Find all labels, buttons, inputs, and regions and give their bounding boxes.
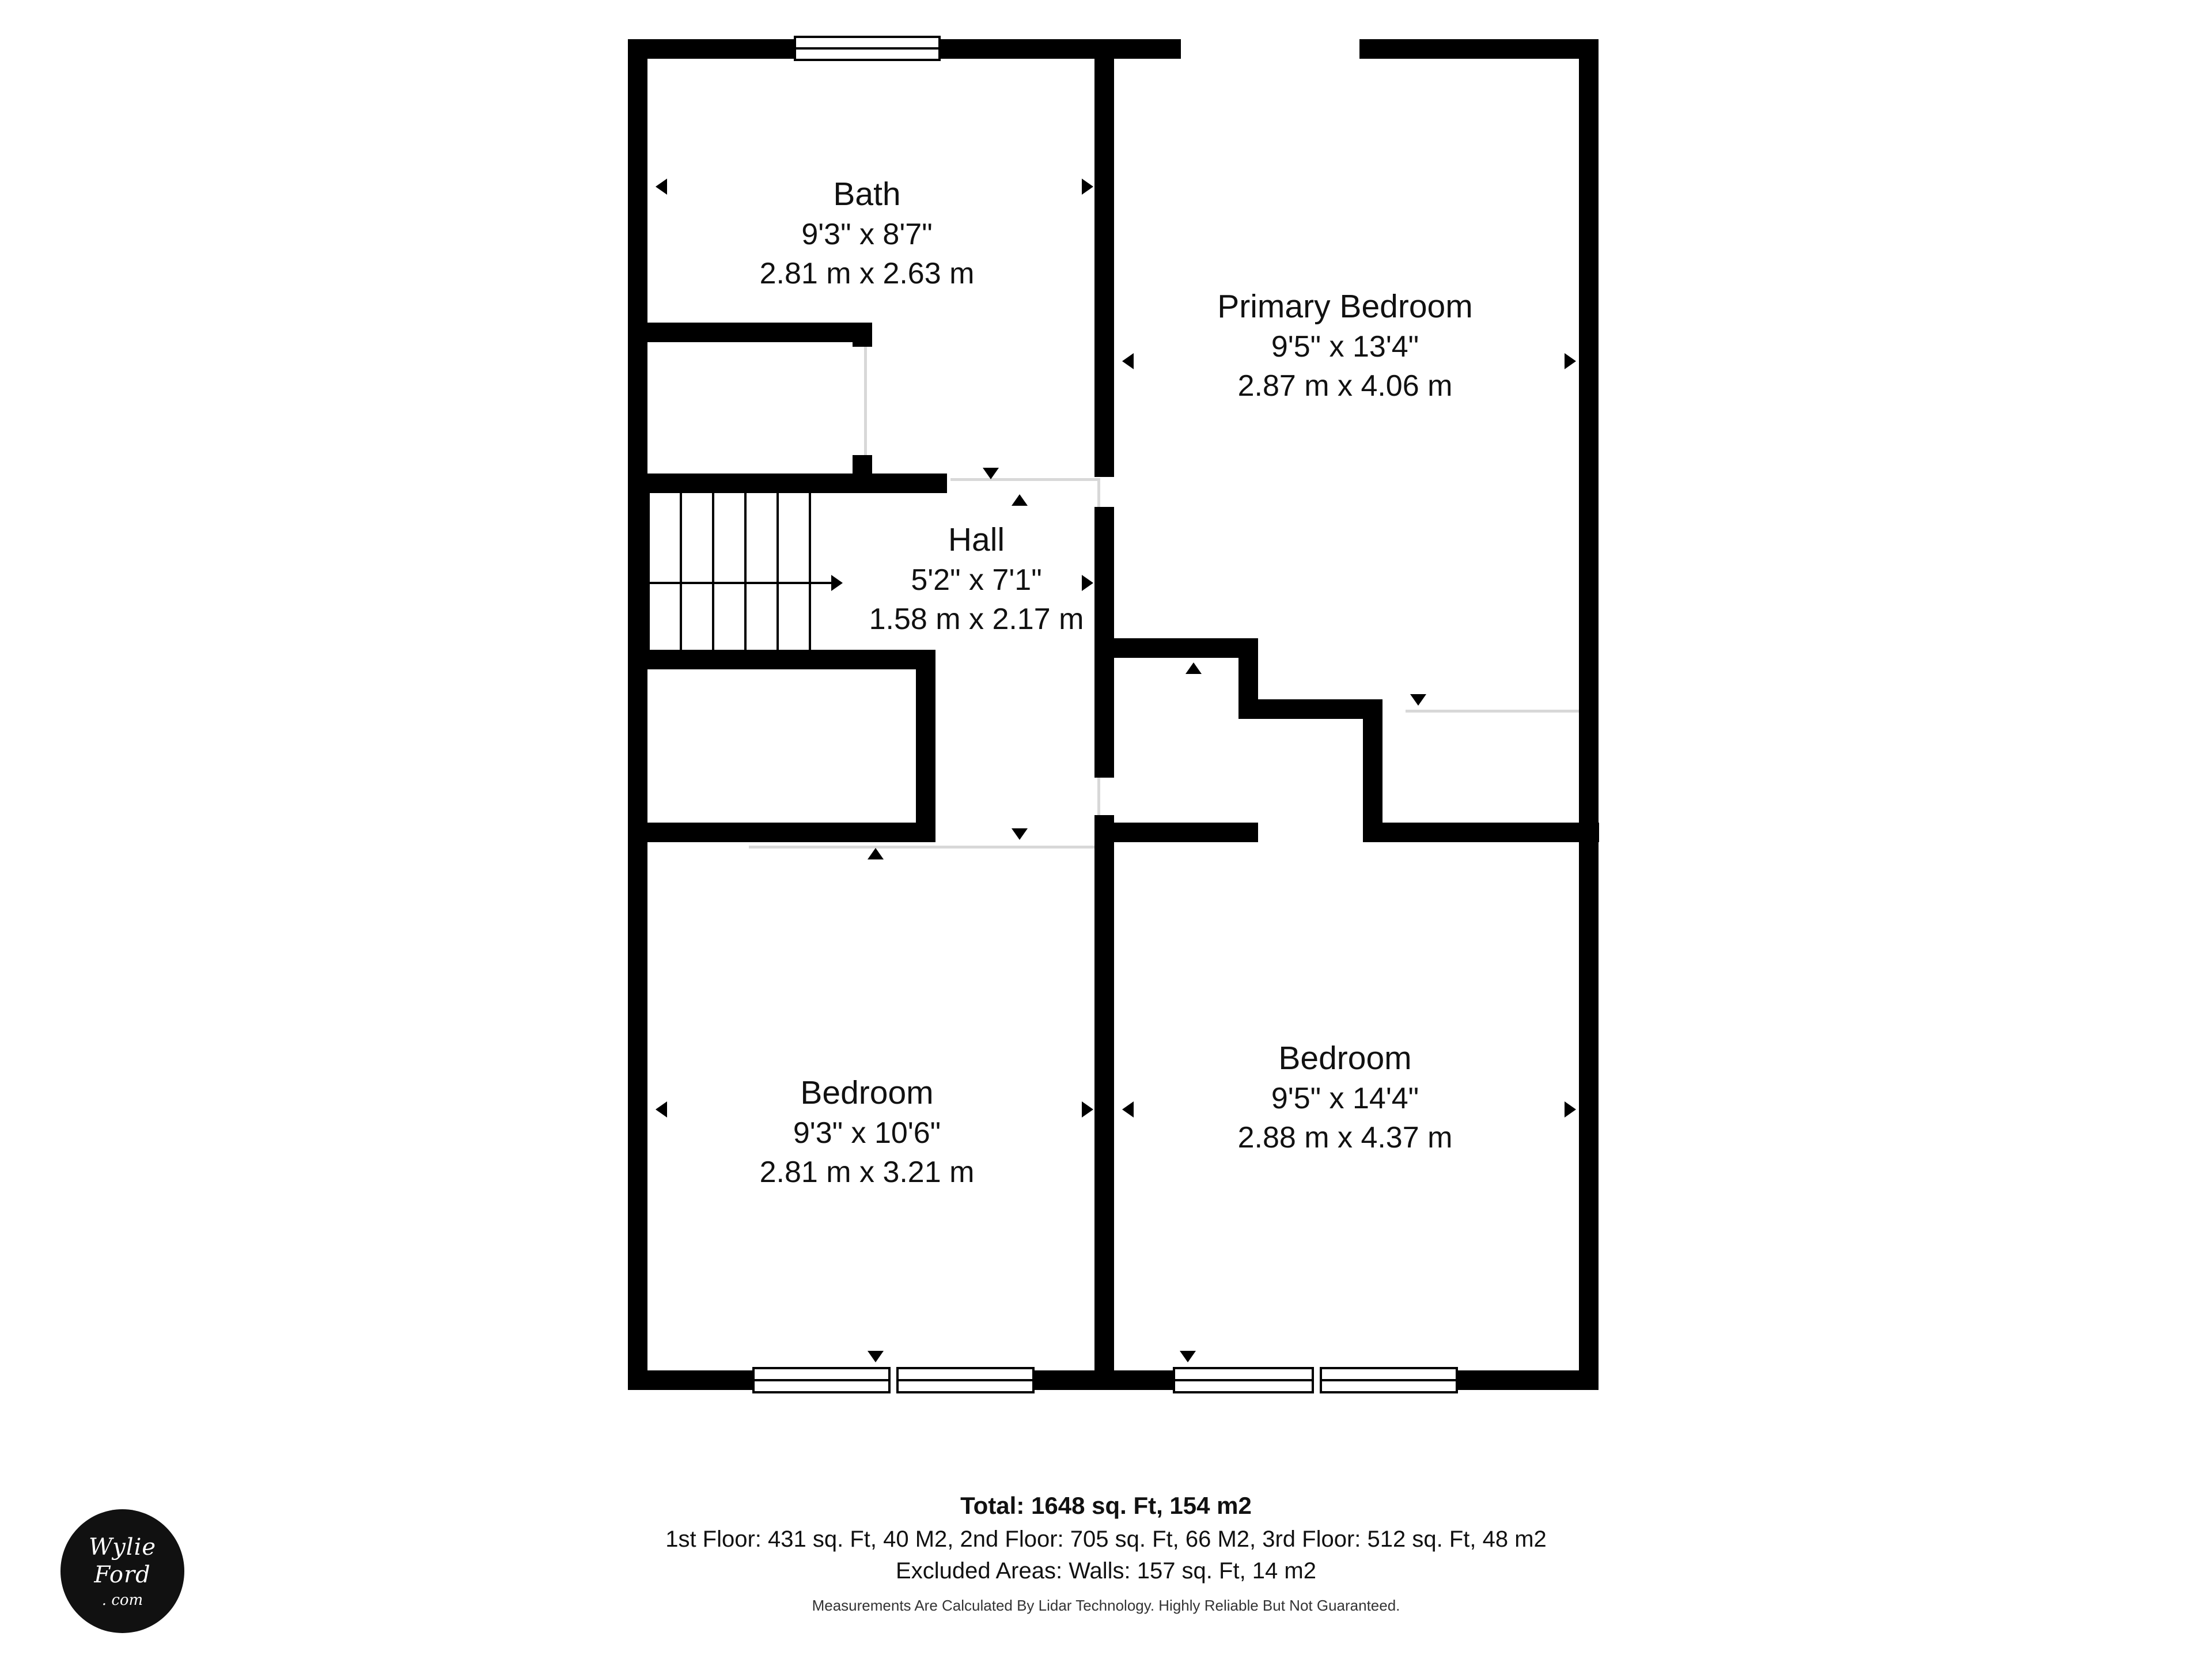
exterior-wall-left (628, 39, 647, 1390)
interior-wall-hall-bottom (647, 650, 935, 669)
footer-floor-breakdown: 1st Floor: 431 sq. Ft, 40 M2, 2nd Floor: 705 sq. Ft, 66 M2, 3rd Floor: 512 sq. Ft, 48 m2 (665, 1527, 1547, 1552)
interior-wall-bath-bottom (647, 323, 872, 342)
room-dim-m-hall: 1.58 m x 2.17 m (869, 602, 1084, 636)
interior-wall-bath-right (853, 323, 872, 347)
room-label-hall (830, 518, 1123, 639)
room-name-bath: Bath (833, 176, 901, 213)
exterior-wall-top-mid (939, 39, 1181, 59)
window-bar (794, 47, 941, 50)
interior-wall-bedroom-left-right (916, 669, 935, 842)
stair-step (744, 493, 747, 650)
stair-step (809, 493, 811, 650)
room-dim-m-bedroom-left: 2.81 m x 3.21 m (759, 1155, 975, 1189)
stair-step (680, 493, 682, 650)
room-dim-ft-primary-bedroom: 9'5" x 13'4" (1271, 330, 1419, 364)
dimension-arrow-up (1418, 47, 1434, 59)
thin-line-closet-right (1406, 710, 1596, 713)
window-bar (1173, 1379, 1314, 1381)
dimension-arrow-up (1185, 662, 1202, 674)
dimension-arrow-right (1082, 179, 1093, 195)
interior-wall-center-upper (1094, 39, 1114, 477)
dimension-arrow-down (1012, 828, 1028, 840)
room-label-primary-bedroom (1112, 285, 1578, 406)
room-name-bedroom-left: Bedroom (800, 1074, 934, 1111)
exterior-wall-bottom-right (1455, 1370, 1599, 1390)
dimension-arrow-left (656, 179, 667, 195)
room-dim-m-bath: 2.81 m x 2.63 m (759, 256, 975, 290)
logo-line-2: Ford (94, 1561, 151, 1588)
room-dim-m-primary-bedroom: 2.87 m x 4.06 m (1237, 369, 1453, 403)
logo-line-1: Wylie (88, 1533, 157, 1560)
dimension-arrow-left (1122, 1101, 1134, 1118)
room-dim-ft-bedroom-right: 9'5" x 14'4" (1271, 1082, 1419, 1116)
exterior-wall-top-right (1359, 39, 1599, 59)
dimension-arrow-up (868, 848, 884, 859)
interior-wall-hall-top (647, 474, 947, 493)
dimension-arrow-down (868, 1351, 884, 1362)
interior-wall-closet-right (1363, 699, 1382, 838)
dimension-arrow-down (1410, 694, 1426, 706)
exterior-wall-bottom-left (628, 1370, 755, 1390)
footer-summary (0, 1492, 2212, 1615)
window-bar (896, 1379, 1035, 1381)
logo-line-3: . com (101, 1591, 143, 1609)
stair-step (647, 493, 650, 650)
room-label-bedroom-left (720, 1071, 1014, 1192)
dimension-arrow-down (983, 468, 999, 479)
room-dim-ft-hall: 5'2" x 7'1" (911, 563, 1042, 597)
interior-wall-bedroom-right-top (1114, 823, 1258, 842)
thin-line-bath-vertical (864, 328, 867, 472)
room-dim-ft-bedroom-left: 9'3" x 10'6" (793, 1116, 941, 1150)
dimension-arrow-right (1565, 1101, 1576, 1118)
room-dim-ft-bath: 9'3" x 8'7" (801, 218, 933, 252)
dimension-arrow-right (1082, 1101, 1093, 1118)
dimension-arrow-left (656, 1101, 667, 1118)
room-name-bedroom-right: Bedroom (1278, 1040, 1412, 1077)
room-label-bath (720, 173, 1014, 293)
interior-wall-bedroom-left-top (647, 823, 935, 842)
room-name-primary-bedroom: Primary Bedroom (1217, 288, 1473, 325)
interior-wall-center-lower (1094, 815, 1114, 1390)
exterior-wall-top-left (628, 39, 795, 59)
dimension-arrow-down (1180, 1351, 1196, 1362)
footer-disclaimer: Measurements Are Calculated By Lidar Technology. Highly Reliable But Not Guaranteed. (812, 1597, 1400, 1614)
window-bar (1320, 1379, 1458, 1381)
stair-step (777, 493, 779, 650)
room-dim-m-bedroom-right: 2.88 m x 4.37 m (1237, 1120, 1453, 1154)
thin-line-hall-door-top (950, 478, 1100, 481)
footer-excluded-areas: Excluded Areas: Walls: 157 sq. Ft, 14 m2 (896, 1558, 1316, 1584)
window-bar (752, 1379, 891, 1381)
room-name-hall: Hall (948, 521, 1005, 558)
thin-line-hall-bottom (749, 846, 1100, 849)
dimension-arrow-up (983, 47, 999, 59)
exterior-wall-right (1579, 39, 1599, 1390)
stair-step (712, 493, 714, 650)
interior-wall-primary-bottom (1363, 823, 1599, 842)
footer-total-area: Total: 1648 sq. Ft, 154 m2 (960, 1492, 1252, 1519)
stair-direction-line (647, 582, 832, 584)
interior-wall-closet-bottom (1238, 699, 1382, 719)
room-label-bedroom-right (1138, 1037, 1552, 1157)
dimension-arrow-up (1012, 494, 1028, 506)
interior-wall-closet-top (1114, 638, 1258, 658)
